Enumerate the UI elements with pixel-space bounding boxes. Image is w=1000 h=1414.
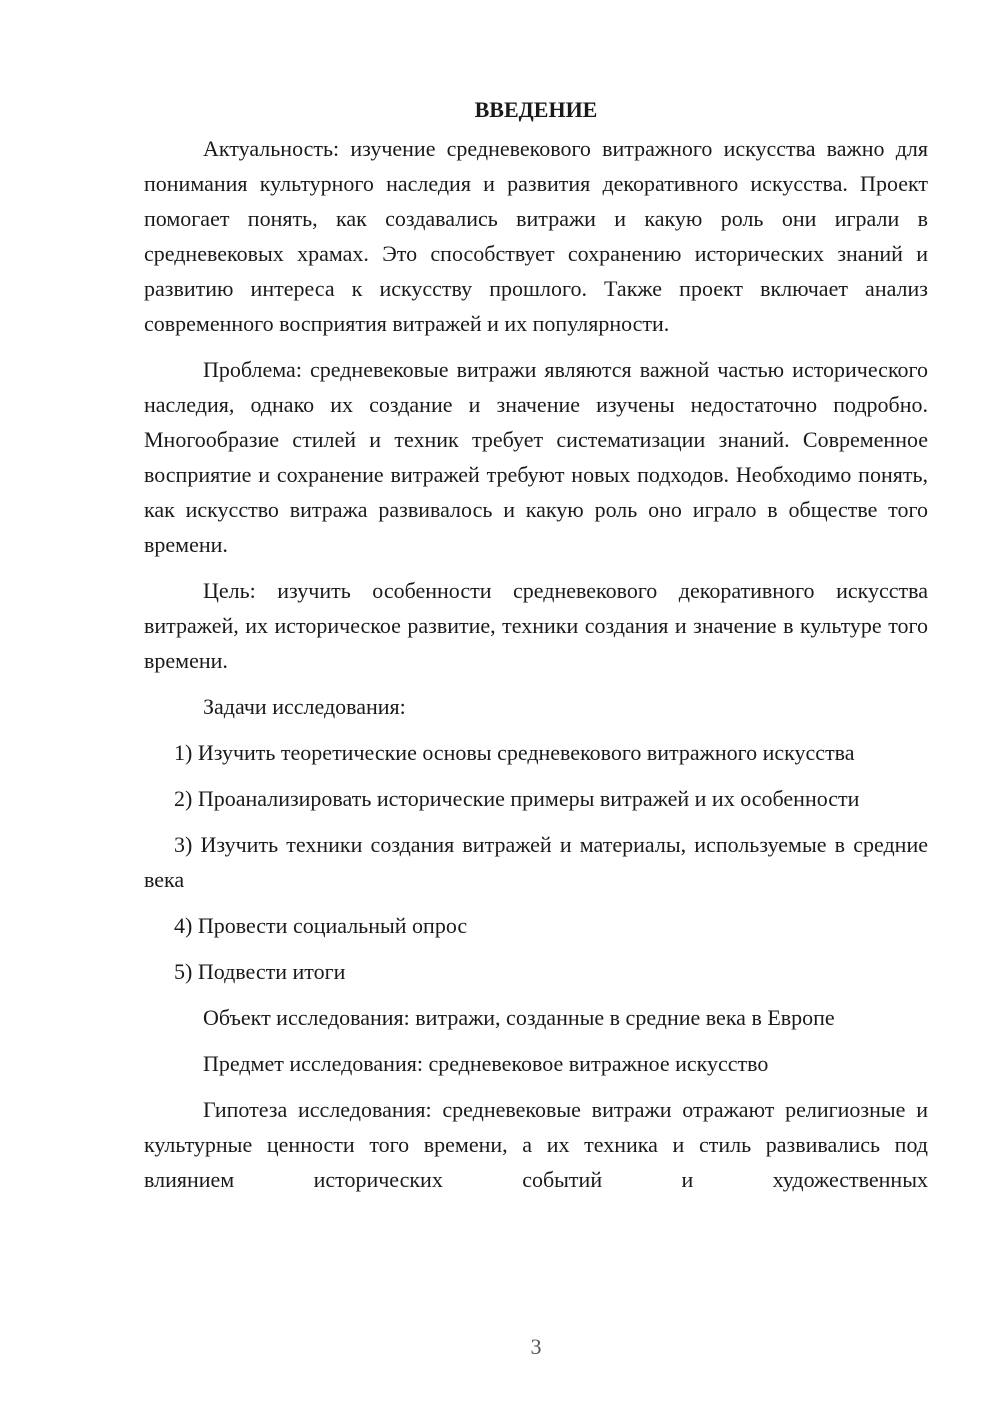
problem-paragraph: Проблема: средневековые витражи являются важной частью исторического наследия, однако их создание и значение изучены недостаточно подробно. Многообразие стилей и техник требует систематизации знаний. Современное восприятие и сохранение витражей требуют новых подходов. Необходимо понять, как искусство витража развивалось и какую роль оно играло в обществе того времени. <box>144 357 928 557</box>
task-item-5: 5) Подвести итоги <box>174 959 346 984</box>
subject-paragraph: Предмет исследования: средневековое витражное искусство <box>203 1051 769 1076</box>
tasks-title: Задачи исследования: <box>203 694 406 719</box>
page-title: ВВЕДЕНИЕ <box>474 97 598 122</box>
document-page <box>144 92 928 1208</box>
relevance-paragraph: Актуальность: изучение средневекового витражного искусства важно для понимания культурного наследия и развития декоративного искусства. Проект помогает понять, как создавались витражи и какую роль они играли в средневековых храмах. Это способствует сохранению исторических знаний и развитию интереса к искусству прошлого. Также проект включает анализ современного восприятия витражей и их популярности. <box>144 136 928 336</box>
hypothesis-paragraph: Гипотеза исследования: средневековые витражи отражают религиозные и культурные ценности того времени, а их техника и стиль развивались под влиянием исторических событий и художественных <box>144 1097 928 1192</box>
task-item-1: 1) Изучить теоретические основы средневекового витражного искусства <box>174 740 855 765</box>
object-paragraph: Объект исследования: витражи, созданные в средние века в Европе <box>203 1005 835 1030</box>
goal-paragraph: Цель: изучить особенности средневекового декоративного искусства витражей, их историческое развитие, техники создания и значение в культуре того времени. <box>144 578 928 673</box>
task-item-3: 3) Изучить техники создания витражей и материалы, используемые в средние века <box>144 832 928 892</box>
task-item-2: 2) Проанализировать исторические примеры витражей и их особенности <box>174 786 860 811</box>
page-number: 3 <box>530 1334 542 1359</box>
task-item-4: 4) Провести социальный опрос <box>174 913 468 938</box>
